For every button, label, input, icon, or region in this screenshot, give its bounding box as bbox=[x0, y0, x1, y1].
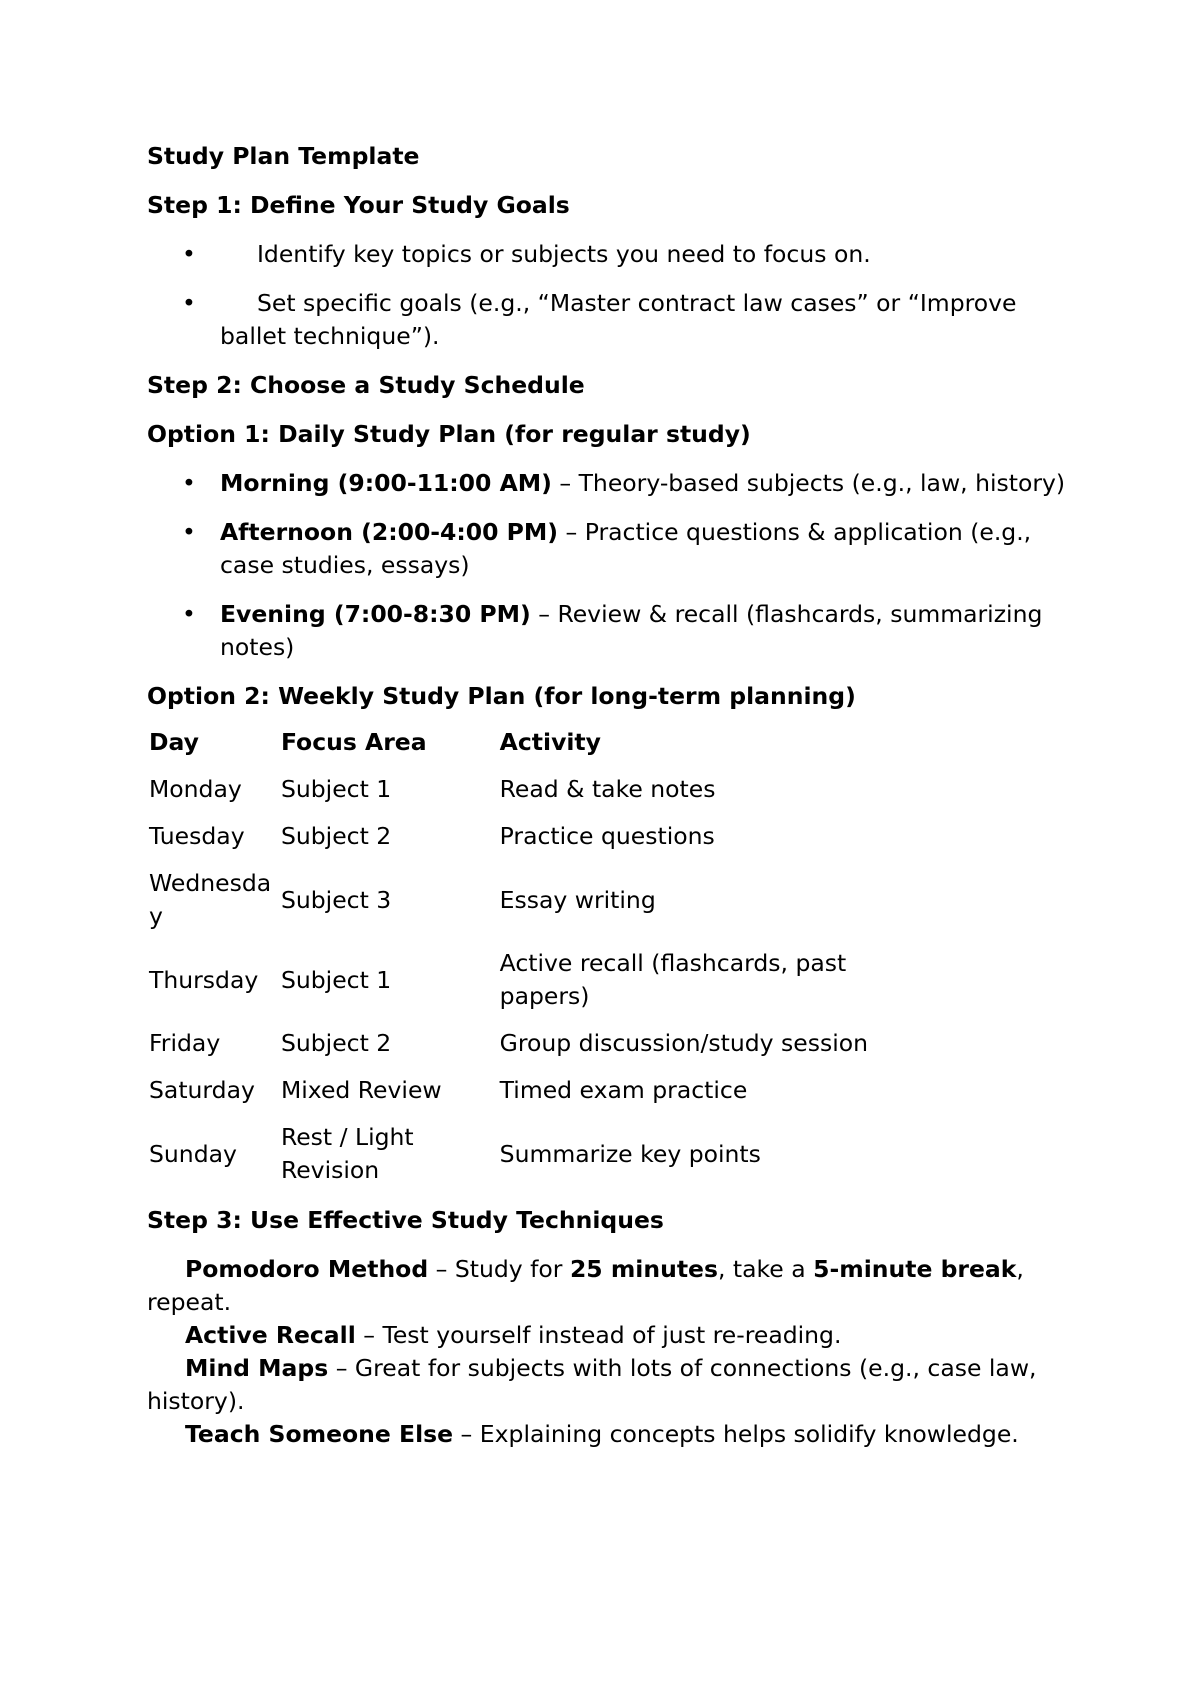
day-label: Wednesday bbox=[149, 869, 272, 930]
table-row bbox=[147, 940, 907, 1020]
table-cell: Thursday bbox=[149, 965, 259, 994]
technique-label: Mind Maps bbox=[185, 1354, 329, 1382]
table-cell: Read & take notes bbox=[499, 775, 716, 803]
table-cell: Summarize key points bbox=[499, 1139, 761, 1168]
document-title: Study Plan Template bbox=[147, 142, 420, 170]
table-cell: Monday bbox=[149, 775, 242, 803]
technique-label: Teach Someone Else bbox=[185, 1420, 454, 1448]
table-cell: Practice questions bbox=[499, 822, 715, 850]
time-slot-label: Evening (7:00-8:30 PM) bbox=[220, 600, 531, 628]
bullet-icon: • bbox=[182, 518, 196, 546]
table-cell: Tuesday bbox=[149, 822, 245, 850]
list-item: • Set specific goals (e.g., “Master contract law cases” or “Improve ballet technique”). bbox=[182, 289, 1017, 350]
table-cell: Subject 3 bbox=[280, 885, 392, 914]
table-cell bbox=[147, 860, 279, 940]
column-header-activity: Activity bbox=[499, 728, 601, 756]
column-header-day: Day bbox=[149, 728, 199, 756]
table-header-row bbox=[147, 719, 907, 766]
table-cell: Subject 2 bbox=[280, 1029, 392, 1057]
list-item bbox=[147, 598, 1067, 664]
table-cell: Subject 1 bbox=[280, 965, 392, 994]
list-item: • Identify key topics or subjects you need to focus on. bbox=[147, 238, 1067, 271]
technique-pomodoro: Pomodoro Method – Study for 25 minutes, take a 5-minute break, repeat. bbox=[147, 1255, 1024, 1316]
bullet-icon: • bbox=[182, 289, 196, 317]
techniques-list bbox=[147, 1253, 1067, 1451]
table-cell: Timed exam practice bbox=[499, 1076, 748, 1104]
technique-teach: Teach Someone Else – Explaining concepts helps solidify knowledge. bbox=[185, 1420, 1019, 1448]
time-slot-text: – Review & recall (flashcards, summarizing notes) bbox=[220, 600, 1043, 661]
table-row bbox=[147, 1067, 907, 1114]
step2-heading: Step 2: Choose a Study Schedule bbox=[147, 371, 585, 399]
table-row bbox=[147, 860, 907, 940]
table-cell: Friday bbox=[149, 1029, 221, 1057]
step3-heading: Step 3: Use Effective Study Techniques bbox=[147, 1206, 664, 1234]
table-cell: Subject 2 bbox=[280, 822, 392, 850]
option1-heading: Option 1: Daily Study Plan (for regular study) bbox=[147, 420, 751, 448]
table-cell: Active recall (flashcards, past papers) bbox=[499, 949, 847, 1010]
time-slot-label: Afternoon (2:00-4:00 PM) bbox=[220, 518, 559, 546]
technique-label: Active Recall bbox=[185, 1321, 356, 1349]
bullet-icon: • bbox=[182, 469, 196, 497]
bullet-icon: • bbox=[182, 240, 196, 268]
table-row bbox=[147, 766, 907, 813]
list-item bbox=[147, 467, 1067, 500]
table-cell: Subject 1 bbox=[280, 775, 392, 803]
option2-heading: Option 2: Weekly Study Plan (for long-term planning) bbox=[147, 682, 856, 710]
time-slot-label: Morning (9:00-11:00 AM) bbox=[220, 469, 552, 497]
step1-heading: Step 1: Define Your Study Goals bbox=[147, 191, 570, 219]
table-cell: Group discussion/study session bbox=[499, 1029, 869, 1057]
time-slot-text: – Practice questions & application (e.g., case studies, essays) bbox=[220, 518, 1032, 579]
table-row bbox=[147, 1020, 907, 1067]
table-cell: Mixed Review bbox=[280, 1076, 442, 1104]
table-cell: Rest / Light Revision bbox=[280, 1123, 414, 1184]
document-page bbox=[147, 140, 1067, 1451]
technique-mind-maps: Mind Maps – Great for subjects with lots of connections (e.g., case law, history). bbox=[147, 1354, 1037, 1415]
goals-list bbox=[147, 238, 1067, 353]
time-slot-text: – Theory-based subjects (e.g., law, history) bbox=[551, 469, 1066, 497]
technique-label: Pomodoro Method bbox=[185, 1255, 429, 1283]
table-row bbox=[147, 1114, 907, 1194]
table-cell: Sunday bbox=[149, 1139, 237, 1168]
table-cell: Saturday bbox=[149, 1076, 255, 1104]
weekly-plan-table bbox=[147, 719, 907, 1194]
table-cell: Essay writing bbox=[499, 885, 656, 914]
bullet-icon: • bbox=[182, 600, 196, 628]
technique-active-recall: Active Recall – Test yourself instead of just re-reading. bbox=[185, 1321, 842, 1349]
table-row bbox=[147, 813, 907, 860]
column-header-focus: Focus Area bbox=[280, 728, 427, 756]
list-item bbox=[147, 516, 1067, 582]
daily-plan-list bbox=[147, 467, 1067, 664]
